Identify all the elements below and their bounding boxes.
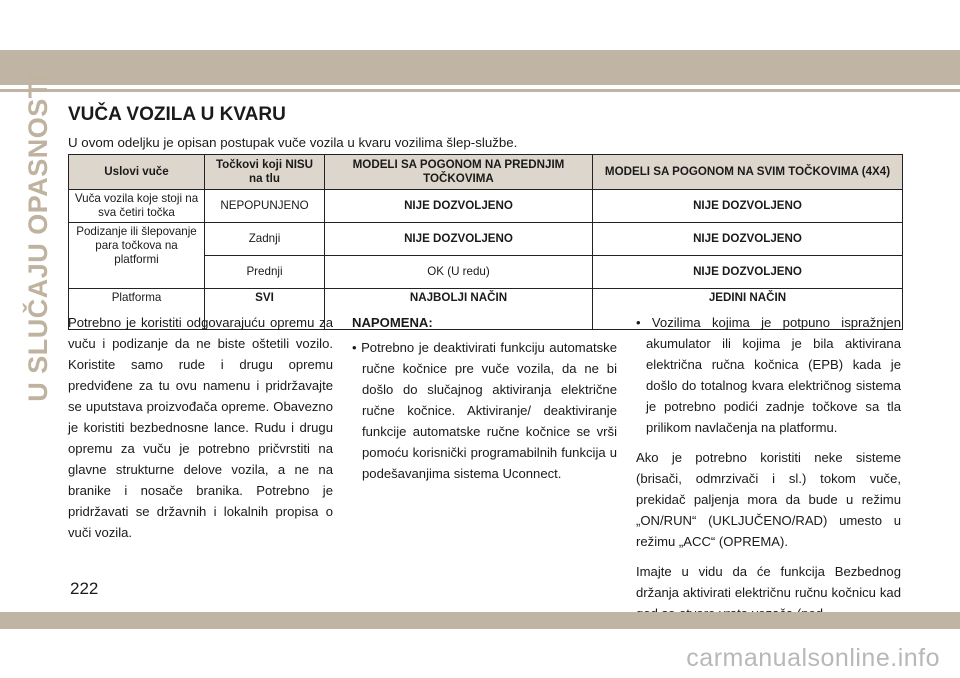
table-row — [69, 190, 903, 223]
text-column-right — [636, 312, 901, 633]
table-cell: Podizanje ili šlepovanje para točkova na platformi — [69, 223, 205, 289]
table-cell: NEPOPUNJENO — [205, 190, 325, 223]
page-title: VUČA VOZILA U KVARU — [68, 104, 286, 125]
header-fwd-models: MODELI SA POGONOM NA PREDNJIM TOČKOVIMA — [325, 155, 593, 190]
note-heading: NAPOMENA: — [352, 315, 433, 330]
table-cell: Zadnji — [205, 223, 325, 256]
text-column-left — [68, 312, 333, 552]
header-awd-models: MODELI SA POGONOM NA SVIM TOČKOVIMA (4X4) — [593, 155, 903, 190]
table-cell: NAJBOLJI NAČIN — [325, 289, 593, 330]
side-tab-label: U SLUČAJU OPASNOSTI — [22, 73, 53, 402]
table-cell: NIJE DOZVOLJENO — [593, 256, 903, 289]
header-towing-condition: Uslovi vuče — [69, 155, 205, 190]
note-bullet-dead-battery: • Vozilima kojima je potpuno ispražnjen akumulator ili kojima je bila aktivirana električna ručna kočnica (EPB) kada je došlo do totalnog kvara električnog sistema je potrebno podići zadnje točkove sa tla prilikom navlačenja na platformu. — [636, 315, 901, 435]
towing-equipment-paragraph: Potrebno je koristiti odgovarajuću opremu za vuču i podizanje da ne biste oštetili vozilo. Koristite samo rude i drugu opremu predviđene za tu ovu namenu i pridržavajte se uputstava proizvođača opreme. Obavezno je koristiti bezbednosne lance. Rudu i drugu opremu za vuču je potrebno pričvrstiti na glavne strukturne delove vozila, a ne na branike i nosače branika. Potrebno je pridržavati se državnih i lokalnih propisa o vuči vozila. — [68, 315, 333, 540]
table-cell: NIJE DOZVOLJENO — [325, 223, 593, 256]
section-side-tab — [22, 73, 53, 402]
text-column-middle — [352, 312, 617, 493]
table-row — [69, 223, 903, 256]
table-cell: NIJE DOZVOLJENO — [593, 223, 903, 256]
table-cell: NIJE DOZVOLJENO — [593, 190, 903, 223]
table-cell: Vuča vozila koje stoji na sva četiri točka — [69, 190, 205, 223]
table-cell: JEDINI NAČIN — [593, 289, 903, 330]
table-cell: NIJE DOZVOLJENO — [325, 190, 593, 223]
intro-text: U ovom odeljku je opisan postupak vuče vozila u kvaru vozilima šlep-službe. — [68, 135, 518, 150]
table-cell: Platforma — [69, 289, 205, 330]
header-band — [0, 50, 960, 85]
header-rule — [0, 89, 960, 92]
table-cell: Prednji — [205, 256, 325, 289]
table-cell: SVI — [205, 289, 325, 330]
footer-band — [0, 612, 960, 629]
note-bullet-auto-park-brake: • Potrebno je deaktivirati funkciju automatske ručne kočnice pre vuče vozila, da ne bi došlo do slučajnog aktiviranja električne ručne kočnice. Aktiviranje/ deaktiviranje funkcije automatske ručne kočnice se vrši pomoću korisnički programabilnih funkcija u podešavanjima sistema Uconnect. — [352, 340, 617, 481]
ignition-mode-paragraph: Ako je potrebno koristiti neke sisteme (brisači, odmrzivači i sl.) tokom vuče, prekidač paljenja mora da bude u režimu „ON/RUN“ (UKLJUČENO/RAD) umesto u režimu „ACC“ (OPREMA). — [636, 450, 901, 549]
watermark-text: carmanualsonline.info — [686, 644, 940, 672]
table-cell: OK (U redu) — [325, 256, 593, 289]
towing-conditions-table — [68, 154, 903, 330]
page-number: 222 — [70, 579, 99, 598]
safe-hold-paragraph: Imajte u vidu da će funkcija Bezbednog držanja aktivirati električnu ručnu kočnicu kad — [636, 564, 901, 600]
table-header-row — [69, 155, 903, 190]
header-wheels-off-ground: Točkovi koji NISU na tlu — [205, 155, 325, 190]
